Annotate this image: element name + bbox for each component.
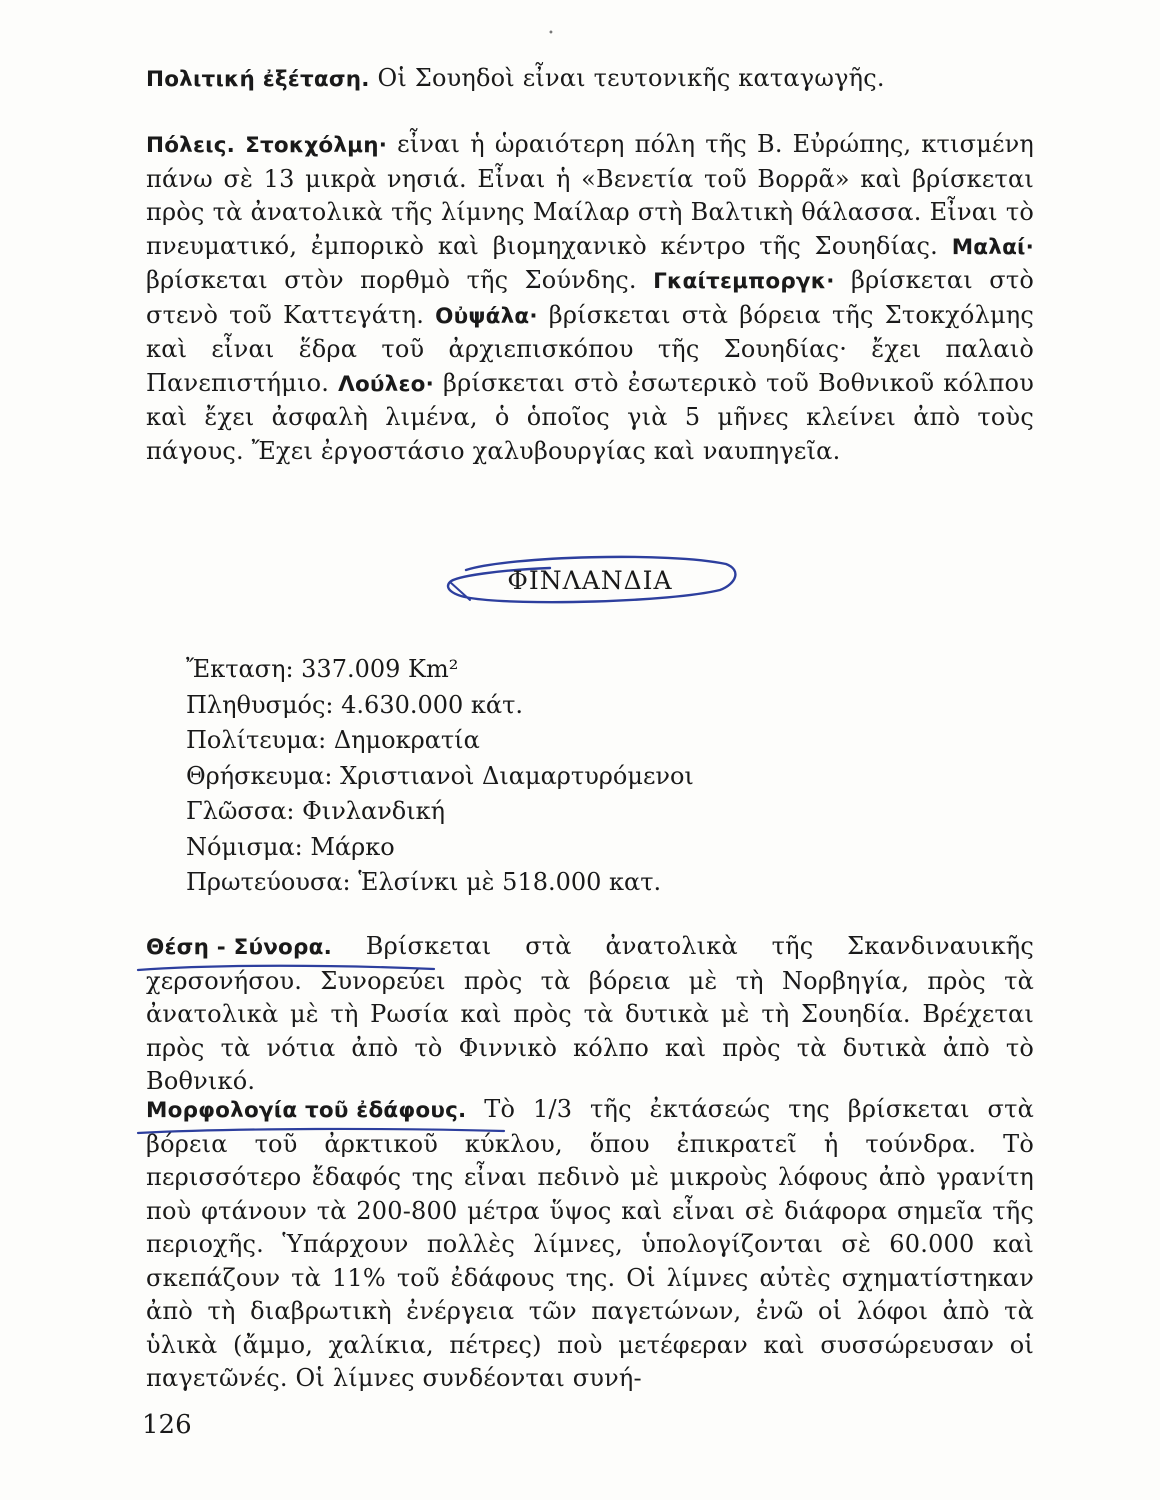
paragraph-morphology [146,1093,1034,1396]
fact-capital: Πρωτεύουσα: Ἑλσίνκι μὲ 518.000 κατ. [186,868,662,896]
city-stockholm-text: εἶναι ἡ ὡραιότερη πόλη τῆς Β. Εὐρώπης, κτισμένη πάνω σὲ 13 μικρὰ νησιά. Εἶναι ἡ «Βενετία τοῦ Βορρᾶ» καὶ βρίσκεται πρὸς τὰ ἀνατολικὰ τῆς λίμνης Μαίλαρ στὴ Βαλτικὴ θάλασσα. Εἶναι τὸ πνευματικό, ἐμπορικὸ καὶ βιομηχανικὸ κέντρο τῆς Σουηδίας. [146,130,1034,260]
city-stockholm: Στοκχόλμη· [245,133,388,158]
city-lulea-text: βρίσκεται στὸ ἐσωτερικὸ τοῦ Βοθνικοῦ κόλπου καὶ ἔχει ἀσφαλὴ λιμένα, ὁ ὁποῖος γιὰ 5 μῆνες κλείνει ἀπὸ τοὺς πάγους. Ἔχει ἐργοστάσιο χαλυβουργίας καὶ ναυπηγεῖα. [146,368,1034,465]
city-malmo: Μαλαί· [951,234,1034,260]
position-heading-wrap [146,930,332,965]
city-gothenburg: Γκαίτεμποργκ· [653,269,835,294]
facts-list [186,652,886,901]
paragraph-cities [146,128,1034,468]
morphology-text: Τὸ 1/3 τῆς ἐκτάσεώς της βρίσκεται στὰ βόρεια τοῦ ἀρκτικοῦ κύκλου, ὅπου ἐπικρατεῖ ἡ τούνδρα. Τὸ περισσότερο ἔδαφός της εἶναι πεδινὸ μὲ μικροὺς λόφους ἀπὸ γρανίτη ποὺ φτάνουν τὰ 200-800 μέτρα ὕψος καὶ εἶναι σὲ διάφορα σημεῖα τῆς περιοχῆς. Ὑπάρχουν πολλὲς λίμνες, ὑπολογίζονται σὲ 60.000 καὶ σκεπάζουν τὰ 11% τοῦ ἐδάφους της. Οἱ λίμνες αὐτὲς σχηματίστηκαν ἀπὸ τὴ διαβρωτικὴ ἐνέργεια τῶν παγετώνων, ἐνῶ οἱ λόφοι ἀπὸ τὰ ὑλικὰ (ἄμμο, χαλίκια, πέτρες) ποὺ μετέφεραν καὶ συσσώρευσαν οἱ παγετῶνές. Οἱ λίμνες συνδέονται συνή- [146,1095,1034,1392]
political-text: Οἱ Σουηδοὶ εἶναι τευτονικῆς καταγωγῆς. [369,64,885,92]
fact-language: Γλῶσσα: Φινλανδική [186,797,446,825]
fact-government: Πολίτευμα: Δημοκρατία [186,726,480,754]
paragraph-position [146,930,1034,1099]
morphology-heading: Μορφολογία τοῦ ἐδάφους. [146,1098,467,1123]
city-malmo-text: βρίσκεται στὸν πορθμὸ τῆς Σούνδης. [146,266,654,294]
fact-population: Πληθυσμός: 4.630.000 κάτ. [186,690,524,719]
city-lulea: Λούλεο· [338,371,434,397]
paragraph-political [146,62,1034,97]
page-number: 126 [142,1410,192,1440]
pen-underline [138,1124,508,1138]
fact-religion: Θρήσκευμα: Χριστιανοὶ Διαμαρτυρόμενοι [186,761,694,790]
position-text: Βρίσκεται στὰ ἀνατολικὰ τῆς Σκανδιναυικῆς χερσονήσου. Συνορεύει πρὸς τὰ βόρεια μὲ τὴ Νορβηγία, πρὸς τὰ ἀνατολικὰ μὲ τὴ Ρωσία καὶ πρὸς τὰ δυτικὰ μὲ τὴ Σουηδία. Βρέχεται πρὸς τὰ νότια ἀπὸ τὸ Φιννικὸ κόλπο καὶ πρὸς τὰ δυτικὰ ἀπὸ τὸ Βοθνικό. [146,932,1034,1095]
city-uppsala-text: βρίσκεται στὰ βόρεια τῆς Στοκχόλμης καὶ εἶναι ἕδρα τοῦ ἀρχιεπισκόπου τῆς Σουηδίας· ἔχει παλαιὸ Πανεπιστήμιο. [146,300,1035,397]
section-heading-finland [430,548,750,618]
fact-area: Ἔκταση: 337.009 Km² [186,655,459,683]
section-title: ΦΙΝΛΑΝΔΙΑ [507,566,673,595]
fact-currency: Νόμισμα: Μάρκο [186,832,395,861]
page-mark: • [548,28,554,39]
city-uppsala: Οὐψάλα· [435,303,538,329]
pen-underline [138,961,438,975]
city-gothenburg-text: βρίσκεται στὸ στενὸ τοῦ Καττεγάτη. [146,266,1034,329]
position-heading: Θέση - Σύνορα. [146,935,332,960]
morphology-heading-wrap [146,1093,466,1128]
cities-heading: Πόλεις. [146,133,236,158]
political-heading: Πολιτική ἐξέταση. [146,67,370,92]
